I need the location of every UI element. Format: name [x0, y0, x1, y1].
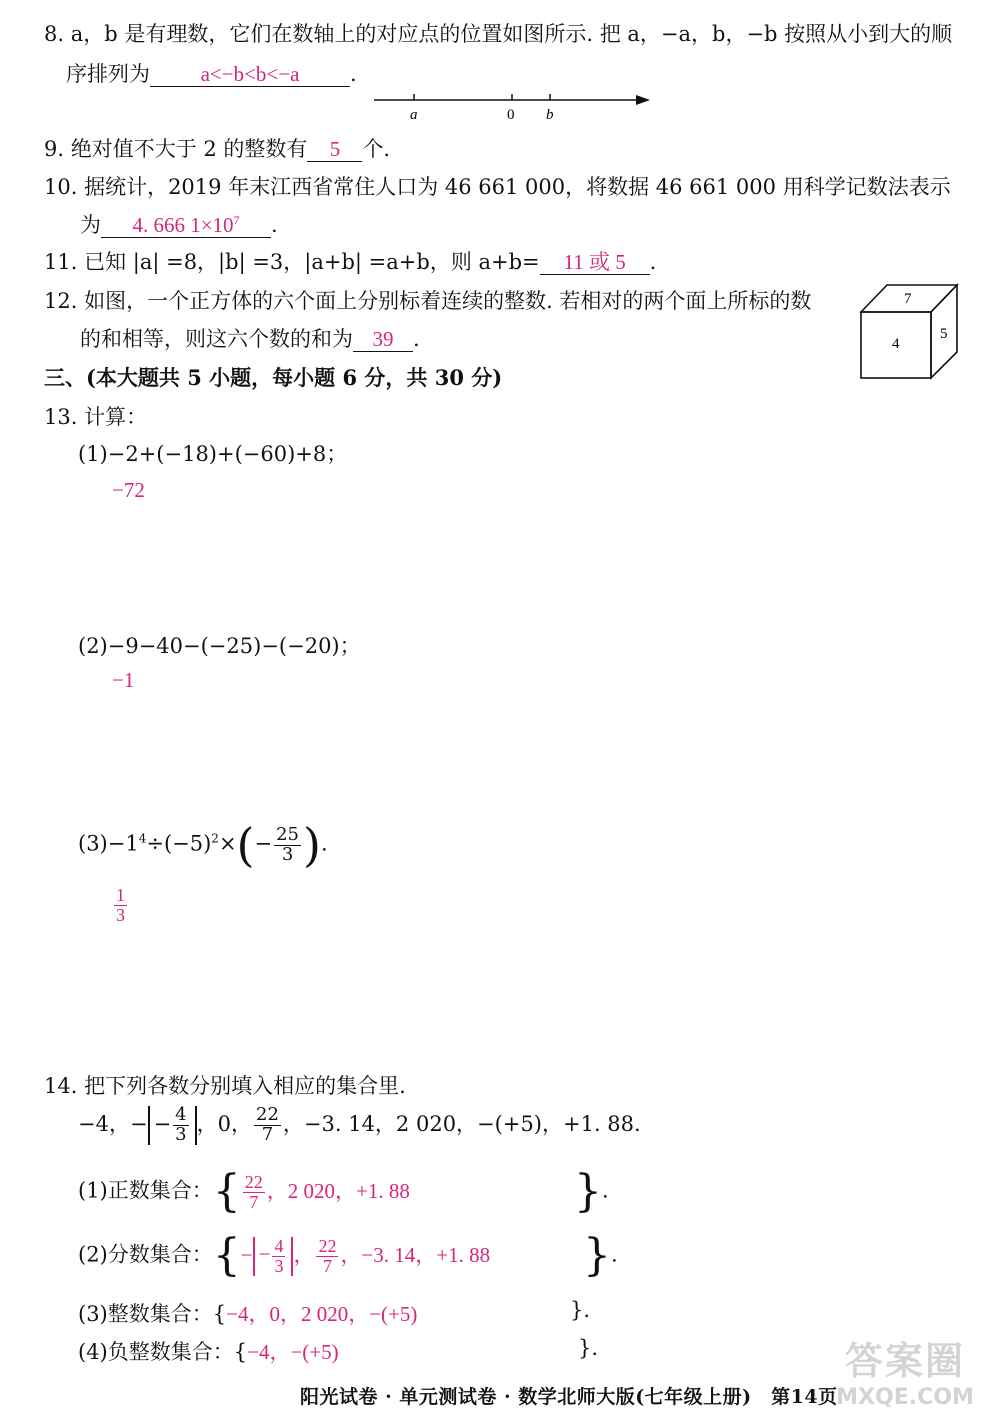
arrow-head: [636, 95, 650, 105]
q13-part2-expr: (2)−9−40−(−25)−(−20)；: [78, 634, 361, 658]
number-line: [370, 88, 655, 124]
q8-prefix: 序排列为: [66, 62, 150, 86]
q14-set1: (1)正数集合：{ $\frac{22}{7}$ ，2 020，+1. 88 }.: [78, 1166, 609, 1217]
q13-title: 13. 计算：: [44, 405, 148, 429]
q13-part2-answer: −1: [112, 668, 135, 692]
q13-part1-expr: (1)−2+(−18)+(−60)+8；: [78, 442, 348, 466]
q12-answer-blank: [353, 328, 413, 352]
q12-line2: [80, 323, 420, 353]
cube-top-label: 7: [904, 291, 912, 307]
axis-label-b: b: [546, 107, 554, 123]
q8-answer-blank: [150, 63, 350, 87]
q11-prefix: 11. 已知 |a| =8，|b| =3，|a+b| =a+b，则 a+b=: [44, 250, 540, 274]
q8-suffix: .: [350, 62, 357, 86]
q10-line2: [80, 209, 278, 239]
q8-answer: a<−b<b<−a: [200, 62, 300, 86]
cube-figure: [855, 280, 963, 384]
q14-set4: (4)负整数集合：{−4，−(+5) }.: [78, 1336, 599, 1364]
q14-set3: (3)整数集合：{−4，0，2 020，−(+5) }.: [78, 1298, 591, 1326]
abs-value: − $\frac{4}{3}$: [148, 1106, 197, 1145]
q10-answer: 4. 666 $1\times 10^7$: [132, 213, 240, 237]
watermark-url: MXQE.COM: [836, 1385, 974, 1410]
q14-set2-answer: − − $\frac{4}{3}$ ， $\frac{22}{7}$ ，−3. 14，+1. 88: [240, 1236, 491, 1277]
q14-numbers: −4，− − $\frac{4}{3}$ ，0， $\frac{22}{7}$ ，−3. 14，2 020，−(+5)，+1. 88.: [78, 1104, 641, 1145]
q9: [44, 133, 390, 163]
q9-answer-blank: [307, 138, 362, 162]
q14-set2: (2)分数集合：{− − $\frac{4}{3}$ ， $\frac{22}{7}$ ，−3. 14，+1. 88 }.: [78, 1230, 618, 1281]
q10-answer-blank: [101, 214, 271, 238]
fraction-25-3: $\frac{25}{3}$: [276, 823, 300, 865]
q14-title: 14. 把下列各数分别填入相应的集合里.: [44, 1074, 406, 1098]
section-3-heading: 三、(本大题共 5 小题，每小题 6 分，共 30 分): [44, 365, 503, 390]
q10-line1: 10. 据统计，2019 年末江西省常住人口为 46 661 000，将数据 46 661 000 用科学记数法表示: [44, 175, 951, 199]
q9-prefix: 9. 绝对值不大于 2 的整数有: [44, 137, 308, 161]
q10-prefix: 为: [80, 213, 101, 237]
q12-line1: 12. 如图，一个正方体的六个面上分别标着连续的整数. 若相对的两个面上所标的数: [44, 289, 812, 313]
q9-suffix: 个.: [362, 137, 391, 161]
cube-front-label: 4: [892, 336, 900, 352]
q12-answer: 39: [372, 327, 394, 351]
q13-part3-expr: $(3)-1^4\div(-5)^2\times(-$ $\frac{25}{3}$ ).: [78, 818, 328, 872]
q9-answer: 5: [329, 137, 341, 161]
q8-line2: [66, 58, 357, 88]
q14-set3-answer: −4，0，2 020，−(+5): [226, 1302, 418, 1326]
q8-line1: 8. a，b 是有理数，它们在数轴上的对应点的位置如图所示. 把 a，−a，b，−b 按照从小到大的顺: [44, 22, 953, 46]
q11-answer-blank: [540, 251, 650, 275]
q12-suffix: .: [413, 327, 420, 351]
page-footer: 阳光试卷 · 单元测试卷 · 数学北师大版(七年级上册) 第14页: [300, 1386, 838, 1408]
q14-set4-answer: −4，−(+5): [247, 1340, 339, 1364]
axis-label-0: 0: [507, 107, 515, 123]
q11-answer: 11 或 5: [563, 250, 626, 274]
cube-right-label: 5: [940, 326, 948, 342]
watermark-logo: 答案圈: [844, 1339, 965, 1383]
q13-part1-answer: −72: [112, 478, 145, 502]
axis-label-a: a: [410, 107, 418, 123]
q14-set1-answer: $\frac{22}{7}$ ，2 020，+1. 88: [244, 1172, 410, 1213]
q12-prefix: 的和相等，则这六个数的和为: [80, 327, 353, 351]
watermark: [820, 1330, 990, 1410]
q11-suffix: .: [649, 250, 657, 274]
q13-part3-answer: $\frac{1}{3}$: [116, 885, 125, 925]
q10-suffix: .: [271, 213, 278, 237]
q11: [44, 246, 656, 276]
